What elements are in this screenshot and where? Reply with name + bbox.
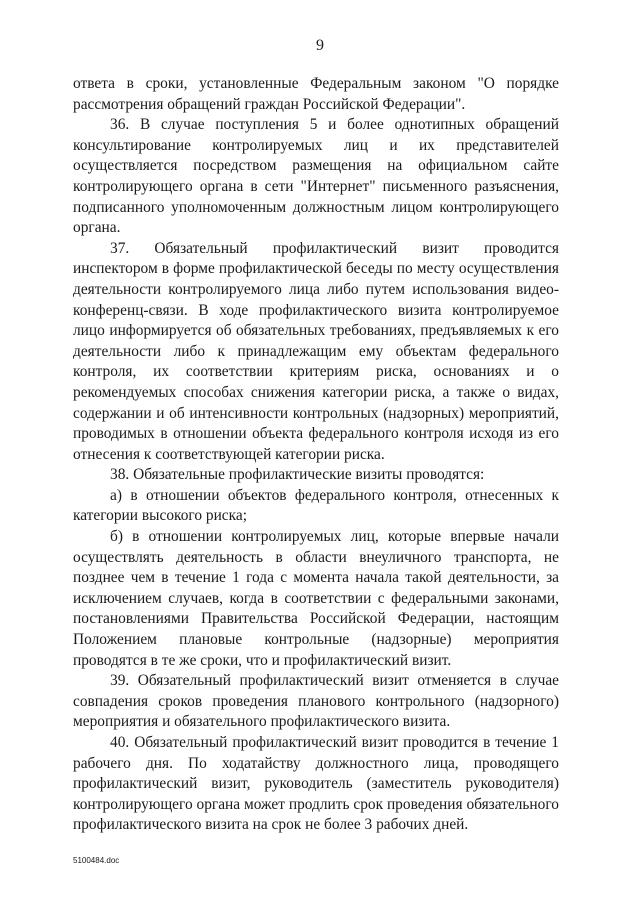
document-filename-footer: 5100484.doc: [73, 856, 120, 865]
paragraph-38-b: б) в отношении контролируемых лиц, которые впервые начали осуществлять деятельность в области внеуличного транспорта, не позднее чем в течение 1 года с момента начала такой деятельности, за исключением случаев, когда в соответствии с федеральными законами, постановлениями Правительства Российской Федерации, настоящим Положением плановые контрольные (надзорные) мероприятия проводятся в те же сроки, что и профилактический визит.: [73, 528, 559, 669]
paragraph-39: 39. Обязательный профилактический визит отменяется в случае совпадения сроков проведения планового контрольного (надзорного) мероприятия и обязательного профилактического визита.: [73, 672, 559, 731]
page-number: 9: [316, 37, 324, 54]
document-body: [73, 74, 559, 836]
paragraph-36: 36. В случае поступления 5 и более однотипных обращений консультирование контролируемых лиц и их представителей осуществляется посредством размещения на официальном сайте контролирующего органа в сети "Интернет" письменного разъяснения, подписанного уполномоченным должностным лицом контролирующего органа.: [73, 116, 559, 237]
paragraph-38: 38. Обязательные профилактические визиты проводятся:: [110, 466, 485, 484]
paragraph-40: 40. Обязательный профилактический визит проводится в течение 1 рабочего дня. По ходатайству должностного лица, проводящего профилактический визит, руководитель (заместитель руководителя) контролирующего органа может продлить срок проведения обязательного профилактического визита на срок не более 3 рабочих дней.: [73, 734, 559, 834]
paragraph-38-a: а) в отношении объектов федерального контроля, отнесенных к категории высокого риска;: [73, 486, 559, 525]
paragraph-37: 37. Обязательный профилактический визит проводится инспектором в форме профилактической беседы по месту осуществления деятельности контролируемого лица либо путем использования видео-конференц-связи. В ходе профилактического визита контролируемое лицо информируется об обязательных требованиях, предъявляемых к его деятельности либо к принадлежащим ему объектам федерального контроля, их соответствии критериям риска, основаниях и о рекомендуемых способах снижения категории риска, а также о видах, содержании и об интенсивности контрольных (надзорных) мероприятий, проводимых в отношении объекта федерального контроля исходя из его отнесения к соответствующей категории риска.: [73, 239, 559, 463]
paragraph-continuation: ответа в сроки, установленные Федеральным законом "О порядке рассмотрения обращений граждан Российской Федерации".: [73, 75, 559, 113]
